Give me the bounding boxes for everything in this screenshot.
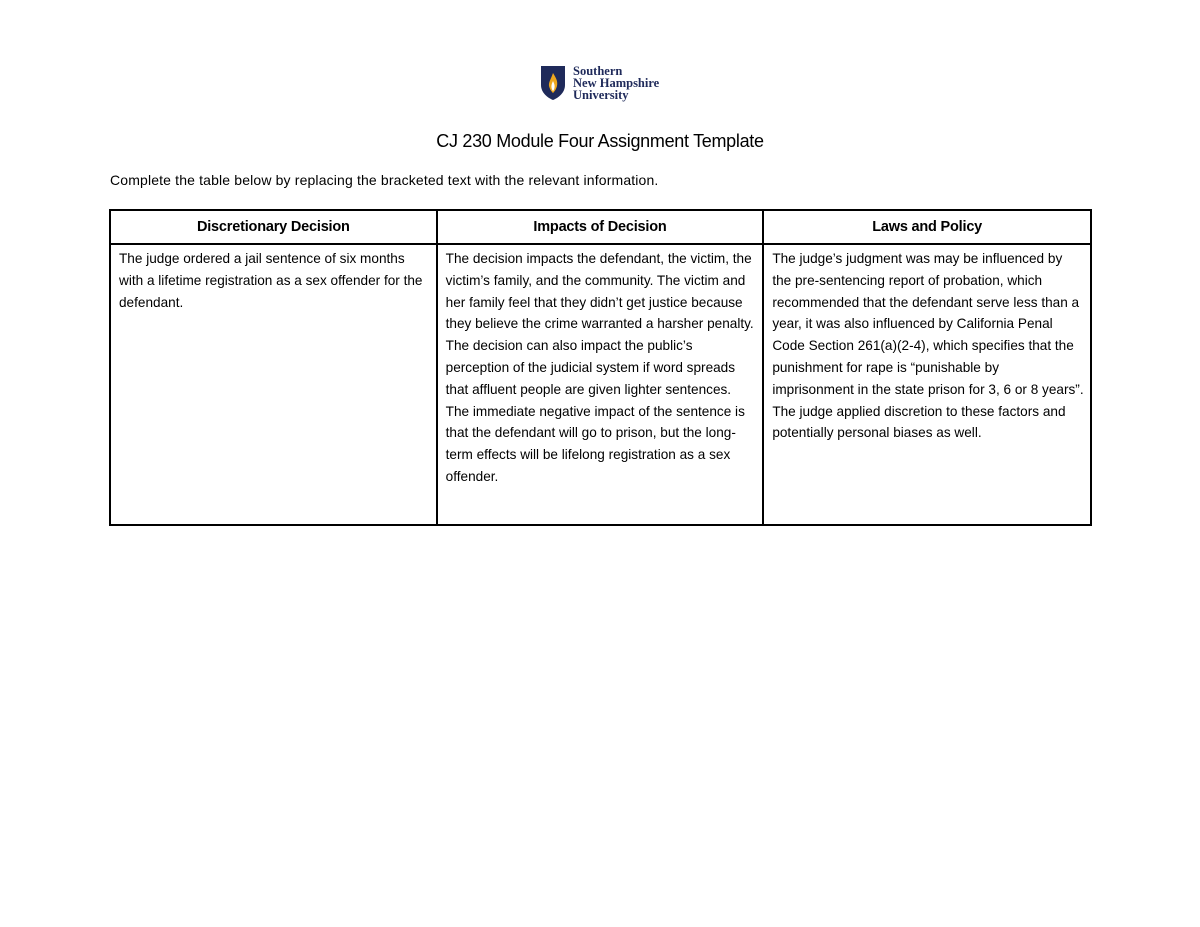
cell-laws-and-policy: The judge’s judgment was may be influenced by the pre-sentencing report of probation, which recommended that the defendant serve less than a year, it was also influenced by California Penal Code Section 261(a)(2-4), which specifies that the punishment for rape is “punishable by imprisonment in the state prison for 3, 6 or 8 years”. The judge applied discretion to these factors and potentially personal biases as well.: [763, 244, 1091, 525]
cell-discretionary-decision: The judge ordered a jail sentence of six months with a lifetime registration as a sex offender for the defendant.: [110, 244, 437, 525]
cell-impacts-of-decision: The decision impacts the defendant, the victim, the victim’s family, and the community. The victim and her family feel that they didn’t get justice because they believe the crime warranted a harsher penalty. The decision can also impact the public’s perception of the judicial system if word spreads that affluent people are given lighter sentences. The immediate negative impact of the sentence is that the defendant will go to prison, but the long-term effects will be lifelong registration as a sex offender.: [437, 244, 764, 525]
table-row: [110, 244, 1091, 525]
table-header-row: [110, 210, 1091, 244]
logo-line-2: New Hampshire: [573, 76, 660, 90]
document-title: CJ 230 Module Four Assignment Template: [436, 131, 764, 151]
logo-line-3: University: [573, 88, 629, 102]
header-discretionary-decision: Discretionary Decision: [110, 210, 437, 244]
shield-flame-icon: [540, 65, 566, 101]
snhu-logo: [540, 64, 690, 104]
header-impacts-of-decision: Impacts of Decision: [437, 210, 764, 244]
logo-wordmark: [573, 65, 659, 101]
logo-line-1: Southern: [573, 64, 623, 78]
assignment-table: [109, 209, 1092, 526]
instruction-text: Complete the table below by replacing the bracketed text with the relevant information.: [110, 172, 659, 188]
header-laws-and-policy: Laws and Policy: [763, 210, 1091, 244]
